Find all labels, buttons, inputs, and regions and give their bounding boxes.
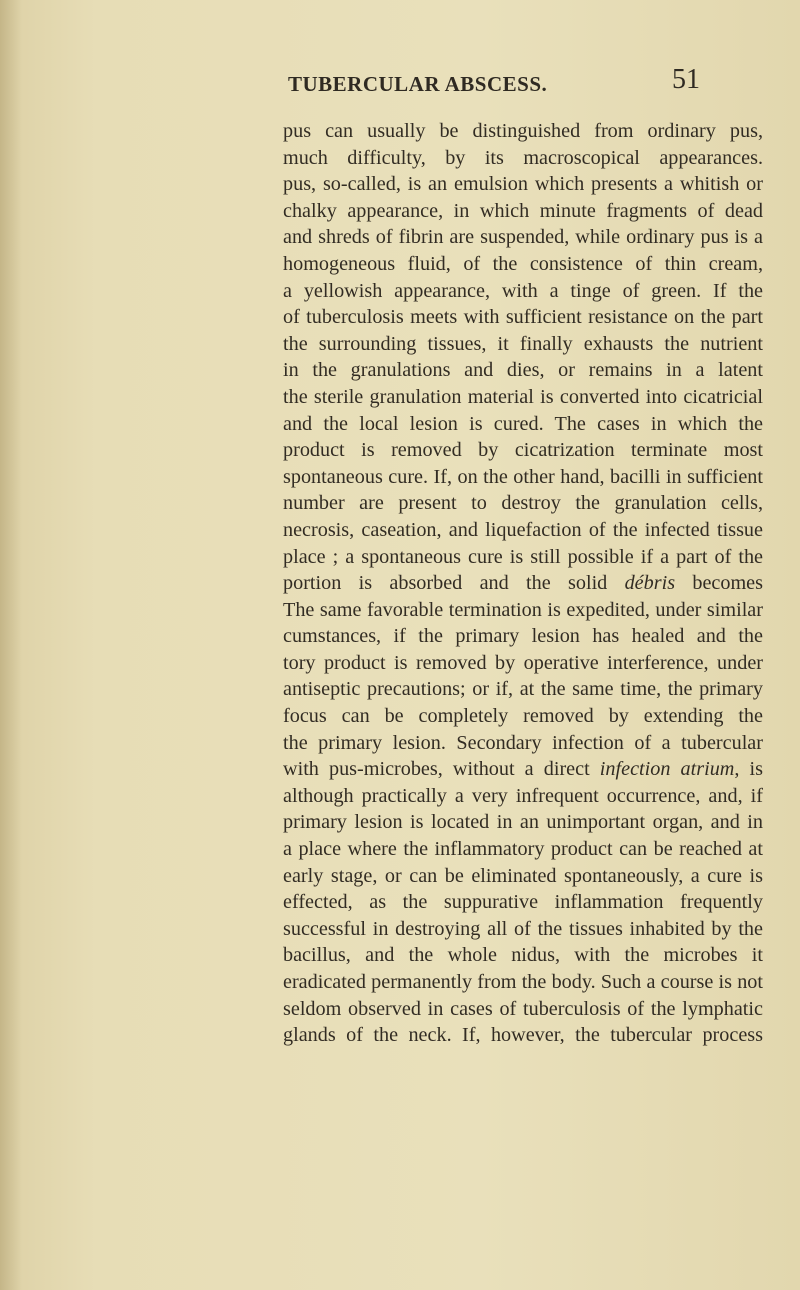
- text-line: focus can be completely removed by extending the: [283, 705, 763, 728]
- text-line: a place where the inflammatory product can be reached at: [283, 838, 763, 861]
- text-segment: portion is absorbed and the solid: [283, 572, 625, 595]
- text-line: pus, so-called, is an emulsion which presents a whitish or: [283, 173, 763, 196]
- text-line: seldom observed in cases of tuberculosis of the lymphatic: [283, 997, 763, 1020]
- text-line: spontaneous cure. If, on the other hand, bacilli in sufficient: [283, 465, 763, 488]
- running-title: TUBERCULAR ABSCESS.: [288, 72, 548, 96]
- text-line: eradicated permanently from the body. Such a course is not: [283, 971, 763, 993]
- text-line: tory product is removed by operative interference, under: [283, 651, 763, 674]
- text-line: glands of the neck. If, however, the tubercular process: [283, 1024, 763, 1047]
- page-number: 51: [672, 64, 700, 95]
- italic-term: débris: [624, 572, 676, 595]
- text-segment: with pus-microbes, without a direct: [283, 758, 600, 781]
- text-line: successful in destroying all of the tissues inhabited by the: [283, 917, 763, 940]
- text-line: The same favorable termination is expedited, under similar: [283, 598, 763, 621]
- text-line: effected, as the suppurative inflammation frequently: [283, 891, 763, 914]
- text-line: the sterile granulation material is converted into cicatricial: [283, 385, 763, 408]
- text-line: primary lesion is located in an unimportant organ, and in: [283, 811, 763, 834]
- text-line: product is removed by cicatrization terminate most: [283, 439, 763, 462]
- text-line: antiseptic precautions; or if, at the same time, the primary: [283, 678, 763, 701]
- page-header: [0, 64, 800, 104]
- text-segment: , is: [734, 758, 763, 781]
- text-line: [283, 756, 763, 783]
- text-line: and the local lesion is cured. The cases in which the: [283, 412, 763, 435]
- text-line: chalky appearance, in which minute fragments of dead: [283, 199, 763, 222]
- text-line: in the granulations and dies, or remains in a latent: [283, 359, 763, 382]
- text-line: a yellowish appearance, with a tinge of green. If the: [283, 279, 763, 302]
- text-line: cumstances, if the primary lesion has healed and the: [283, 625, 763, 648]
- text-line: necrosis, caseation, and liquefaction of the infected tissue: [283, 518, 763, 541]
- body-paragraph: [283, 118, 763, 1049]
- text-line: [283, 570, 763, 597]
- page-spine-shadow: [0, 0, 22, 1290]
- text-line: early stage, or can be eliminated spontaneously, a cure is: [283, 864, 763, 887]
- text-line: bacillus, and the whole nidus, with the microbes it: [283, 944, 763, 967]
- italic-term: infection atrium: [599, 758, 735, 781]
- text-line: pus can usually be distinguished from ordinary pus,: [283, 120, 763, 142]
- text-line: much difficulty, by its macroscopical appearances.: [283, 146, 763, 169]
- text-segment: becomes: [692, 572, 763, 595]
- text-line: of tuberculosis meets with sufficient resistance on the part: [283, 306, 763, 329]
- text-line: and shreds of fibrin are suspended, while ordinary pus is a: [283, 226, 763, 249]
- text-segment: place ; a spontaneous cure is still possible if a part of the: [283, 545, 763, 568]
- text-line: homogeneous fluid, of the consistence of thin cream,: [283, 252, 763, 275]
- text-line: number are present to destroy the granulation cells,: [283, 492, 763, 515]
- text-line: the surrounding tissues, it finally exhausts the nutrient: [283, 332, 763, 355]
- text-line: the primary lesion. Secondary infection of a tubercular: [283, 731, 763, 754]
- text-line: [283, 544, 763, 571]
- text-line: although practically a very infrequent occurrence, and, if: [283, 784, 763, 807]
